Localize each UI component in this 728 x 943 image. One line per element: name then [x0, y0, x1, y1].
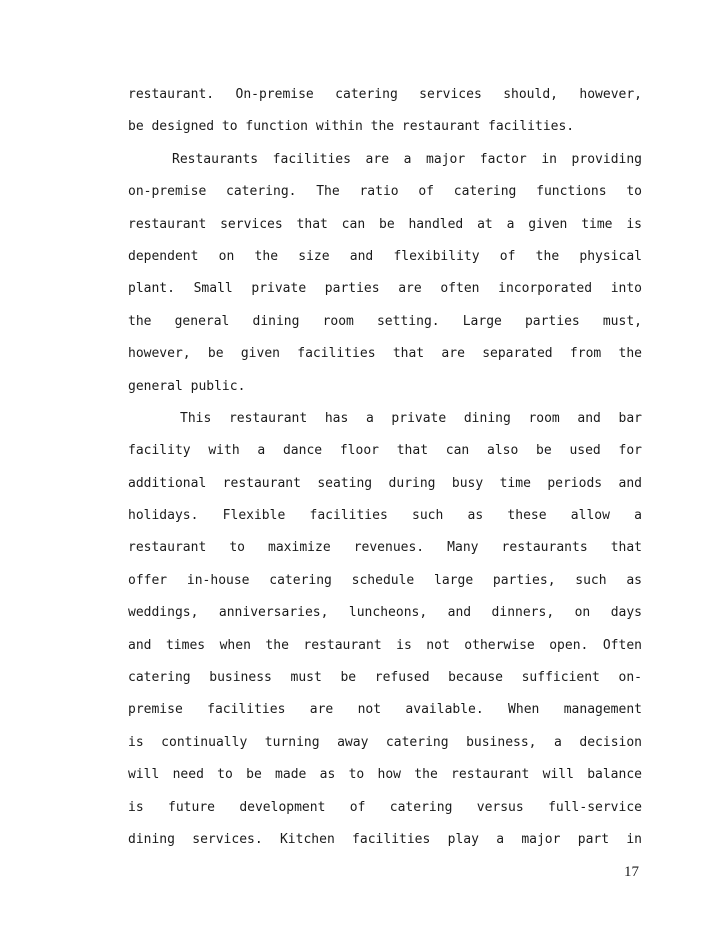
text-line: however, be given facilities that are separated from the — [128, 346, 642, 362]
text-line: This restaurant has a private dining room and bar — [180, 410, 642, 426]
text-line: offer in-house catering schedule large parties, such as — [128, 572, 642, 588]
text-line: will need to be made as to how the restaurant will balance — [128, 767, 642, 783]
text-line: additional restaurant seating during busy time periods and — [128, 475, 642, 491]
text-line: be designed to function within the restaurant facilities. — [128, 119, 575, 135]
text-line: plant. Small private parties are often incorporated into — [128, 281, 642, 297]
text-line: restaurant. On-premise catering services should, however, — [128, 87, 642, 102]
body-text — [128, 84, 642, 861]
text-line: dependent on the size and flexibility of the physical — [128, 248, 642, 264]
text-line: on-premise catering. The ratio of catering functions to — [128, 184, 642, 200]
page-number: 17 — [624, 864, 639, 880]
text-line: restaurant to maximize revenues. Many restaurants that — [128, 540, 642, 556]
text-line: the general dining room setting. Large parties must, — [128, 313, 642, 329]
text-line: restaurant services that can be handled at a given time is — [128, 216, 642, 232]
text-line: Restaurants facilities are a major factor in providing — [172, 151, 642, 167]
text-line: and times when the restaurant is not otherwise open. Often — [128, 637, 642, 653]
text-line: premise facilities are not available. When management — [128, 702, 642, 718]
text-line: is continually turning away catering business, a decision — [128, 734, 642, 750]
text-line: weddings, anniversaries, luncheons, and dinners, on days — [128, 605, 642, 621]
text-line: dining services. Kitchen facilities play a major part in — [128, 831, 642, 847]
text-line: holidays. Flexible facilities such as these allow a — [128, 508, 642, 524]
text-line: catering business must be refused because sufficient on- — [128, 670, 642, 686]
text-line: general public. — [128, 378, 246, 394]
text-line: facility with a dance floor that can also be used for — [128, 443, 642, 459]
text-line: is future development of catering versus full-service — [128, 799, 642, 815]
